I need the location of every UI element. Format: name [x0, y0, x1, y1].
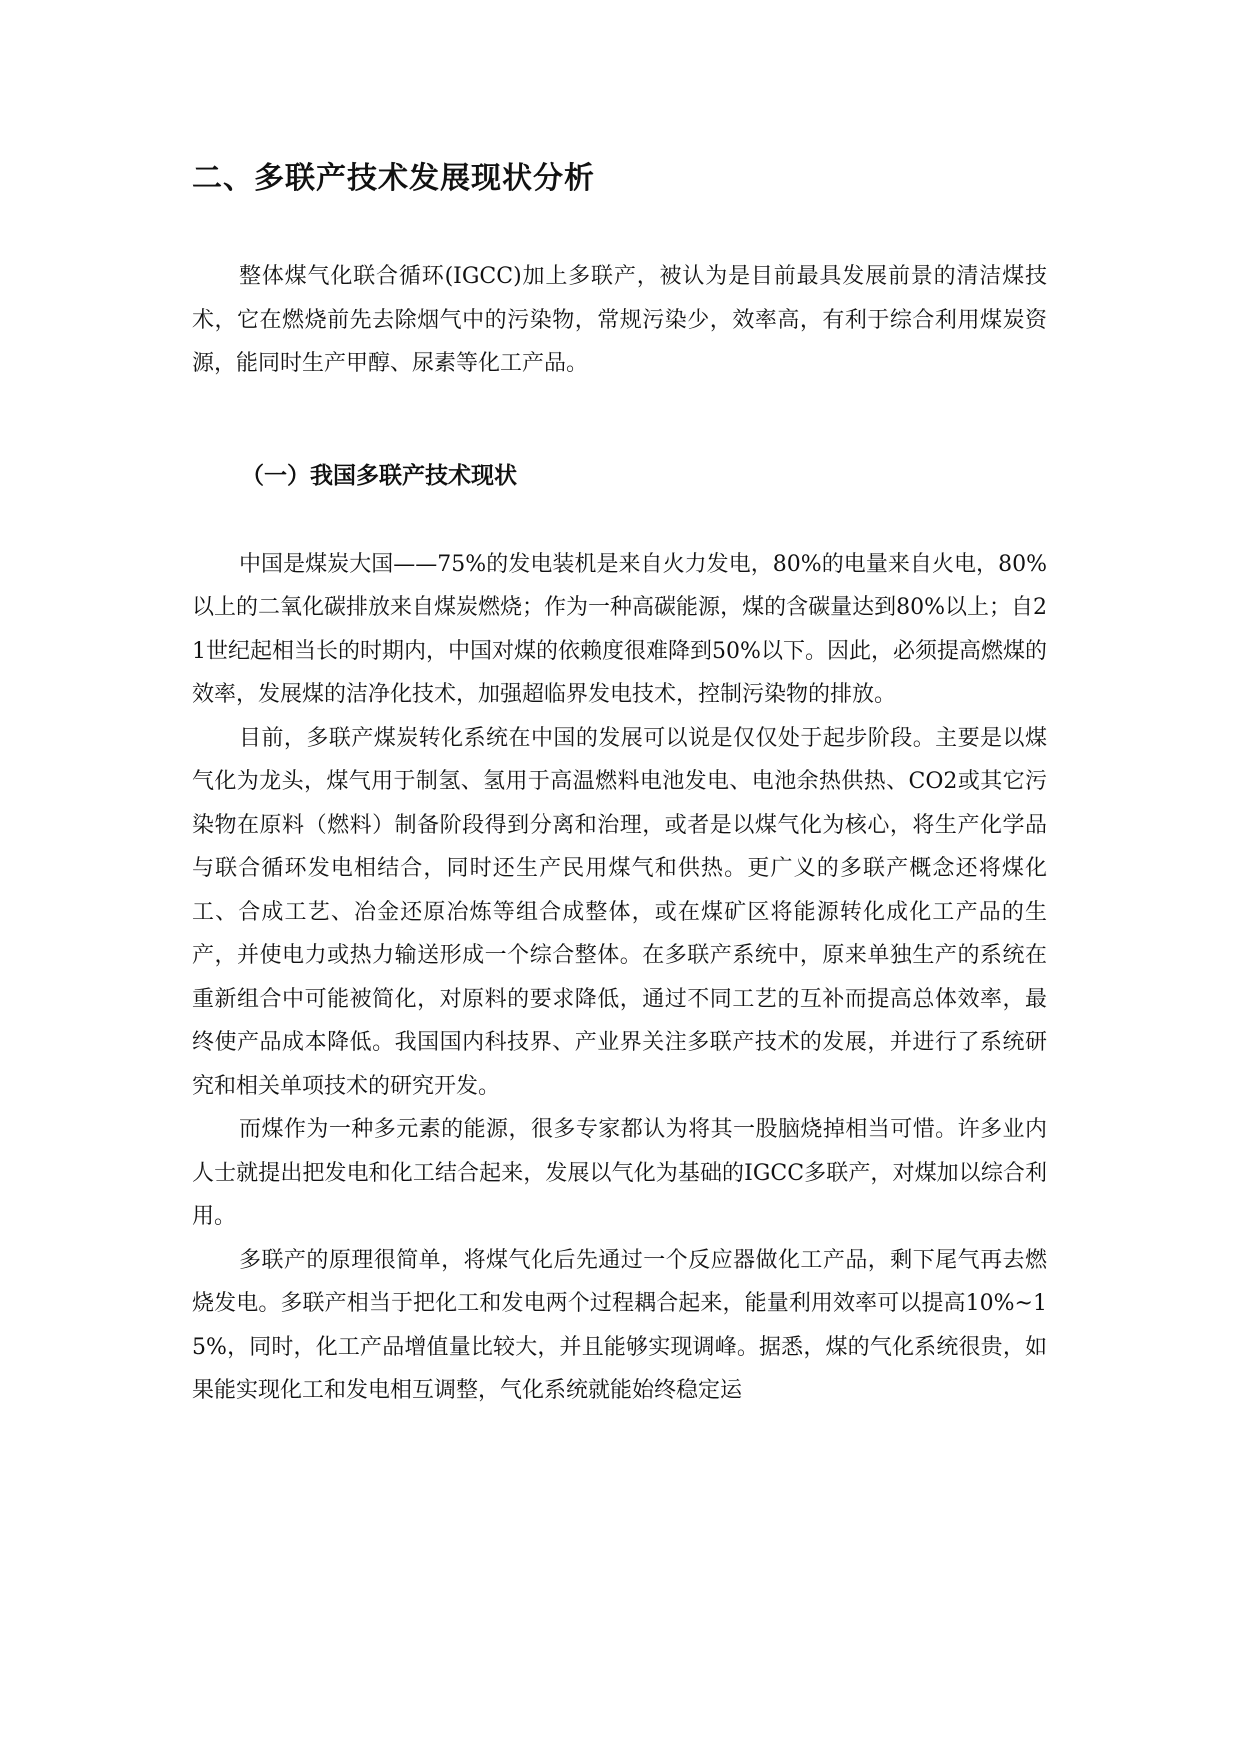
- body-paragraph-3: 而煤作为一种多元素的能源，很多专家都认为将其一股脑烧掉相当可惜。许多业内人士就提出把发电和化工结合起来，发展以气化为基础的IGCC多联产，对煤加以综合利用。: [192, 1117, 1047, 1229]
- chapter-heading: 二、多联产技术发展现状分析: [192, 161, 595, 196]
- body-paragraph-2: 目前，多联产煤炭转化系统在中国的发展可以说是仅仅处于起步阶段。主要是以煤气化为龙头，煤气用于制氢、氢用于高温燃料电池发电、电池余热供热、CO2或其它污染物在原料（燃料）制备阶段得到分离和治理，或者是以煤气化为核心，将生产化学品与联合循环发电相结合，同时还生产民用煤气和供热。更广义的多联产概念还将煤化工、合成工艺、冶金还原冶炼等组合成整体，或在煤矿区将能源转化成化工产品的生产，并使电力或热力输送形成一个综合整体。在多联产系统中，原来单独生产的系统在重新组合中可能被简化，对原料的要求降低，通过不同工艺的互补而提高总体效率，最终使产品成本降低。我国国内科技界、产业界关注多联产技术的发展，并进行了系统研究和相关单项技术的研究开发。: [192, 725, 1047, 1099]
- body-paragraph-1: 中国是煤炭大国——75%的发电装机是来自火力发电，80%的电量来自火电，80%以上的二氧化碳排放来自煤炭燃烧；作为一种高碳能源，煤的含碳量达到80%以上；自21世纪起相当长的时期内，中国对煤的依赖度很难降到50%以下。因此，必须提高燃煤的效率，发展煤的洁净化技术，加强超临界发电技术，控制污染物的排放。: [192, 551, 1047, 707]
- intro-paragraph: 整体煤气化联合循环(IGCC)加上多联产，被认为是目前最具发展前景的清洁煤技术，它在燃烧前先去除烟气中的污染物，常规污染少，效率高，有利于综合利用煤炭资源，能同时生产甲醇、尿素等化工产品。: [192, 264, 1047, 376]
- section-heading: （一）我国多联产技术现状: [241, 462, 517, 489]
- body-paragraph-4: 多联产的原理很简单，将煤气化后先通过一个反应器做化工产品，剩下尾气再去燃烧发电。多联产相当于把化工和发电两个过程耦合起来，能量利用效率可以提高10%~15%，同时，化工产品增值量比较大，并且能够实现调峰。据悉，煤的气化系统很贵，如果能实现化工和发电相互调整，气化系统就能始终稳定运: [192, 1247, 1047, 1403]
- page-content: [192, 155, 1047, 1413]
